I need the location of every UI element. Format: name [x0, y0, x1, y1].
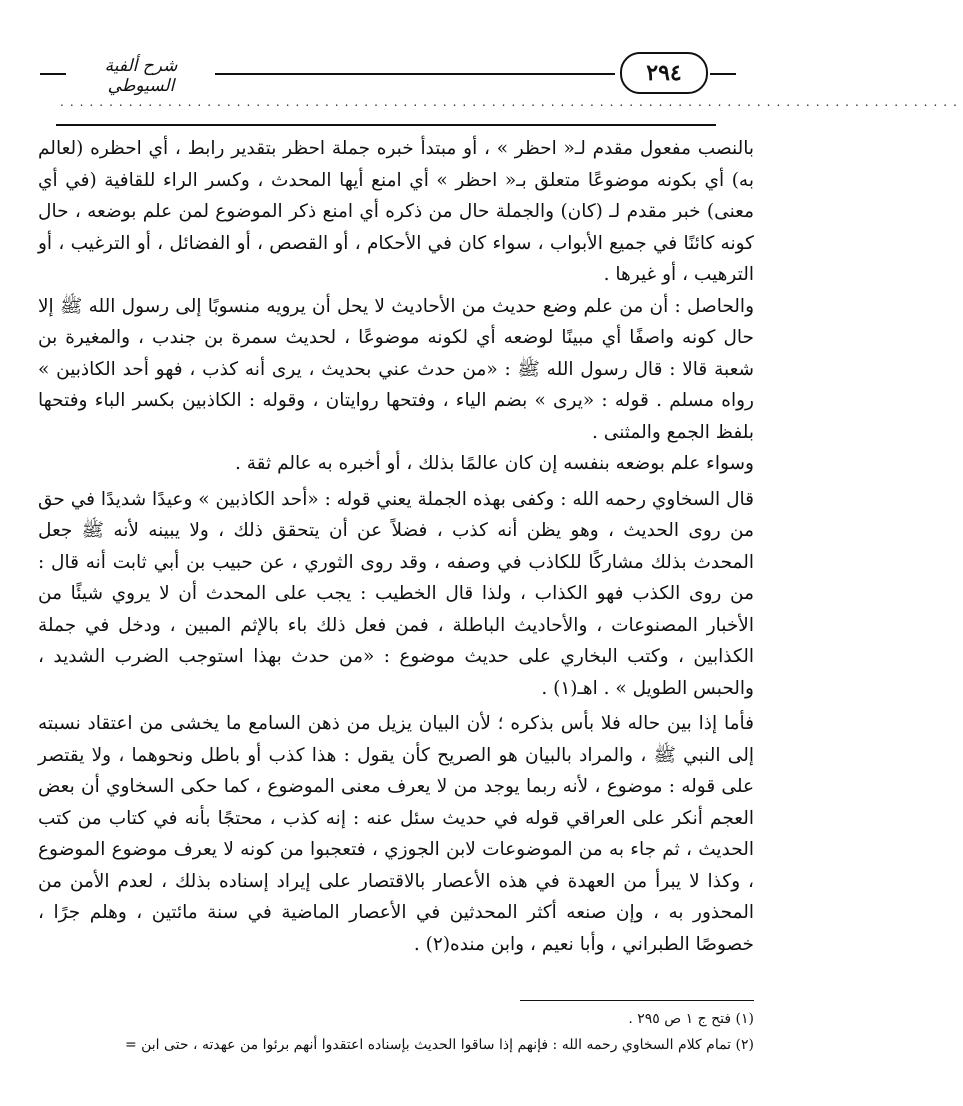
- dotted-separator: ............................................................................................: [60, 95, 963, 109]
- paragraph: فأما إذا بين حاله فلا بأس بذكره ؛ لأن البيان يزيل من ذهن السامع ما يخشى من اعتقاد نسبته إلى النبي ﷺ ، والمراد بالبيان هو الصريح كأن يقول : هذا كذب أو باطل ونحوهما ، ولا يقتصر على قوله : موضوع ، لأنه ربما يوجد من لا يعرف معنى الموضوع ، كما حكى السخاوي أن بعض العجم أنكر على العراقي قوله في حديث سئل عنه : إنه كذب ، محتجًا بأنه في كتاب من كتب الحديث ، ثم جاء به من الموضوعات لابن الجوزي ، فتعجبوا من كونه لا يعرف موضوع الموضوع ، وكذا لا يبرأ من العهدة في هذه الأعصار بالاقتصار على إيراد إسناده بذلك ، لعدم الأمن من المحذور به ، وإن صنعه أكثر المحدثين في الأعصار الماضية في سنة مائتين ، وهلم جرًا ، خصوصًا الطبراني ، وأبا نعيم ، وابن منده(٢) .: [38, 713, 754, 955]
- paragraph: والحاصل : أن من علم وضع حديث من الأحاديث لا يحل أن يرويه منسوبًا إلى رسول الله ﷺ إلا حال كونه واصفًا أي مبينًا لوضعه أي لكونه موضوعًا ، لحديث سمرة بن جندب ، والمغيرة بن شعبة قالا : قال رسول الله ﷺ : «من حدث عني بحديث ، يرى أنه كذب ، فهو أحد الكاذبين » رواه مسلم . قوله : «يرى » بضم الياء ، وفتحها روايتان ، وقوله : الكاذبين بكسر الباء وفتحها بلفظ الجمع والمثنى .: [38, 295, 754, 443]
- main-text: [38, 133, 754, 960]
- page-header: [40, 52, 736, 96]
- footnote: (٢) تمام كلام السخاوي رحمه الله : فإنهم إذا ساقوا الحديث بإسناده اعتقدوا أنهم برئوا من عهدته ، حتى ابن =: [124, 1037, 754, 1053]
- header-rule-middle: [215, 73, 615, 75]
- footnote-rule: [520, 1000, 754, 1001]
- header-rule-right: [710, 73, 736, 75]
- running-title: شرح ألفية السيوطي: [104, 56, 178, 96]
- footnotes: [38, 1006, 754, 1058]
- paragraph: بالنصب مفعول مقدم لـ« احظر » ، أو مبتدأ خبره جملة احظر بتقدير رابط ، أي احظره (لعالم به) أي بكونه موضوعًا متعلق بـ« احظر » أي امنع أيها المحدث ، وكسر الراء للقافية (في أي معنى) خبر مقدم لـ (كان) والجملة حال من ذكره أي امنع ذكر الموضوع لمن علم بوضعه ، حال كونه كائنًا في جميع الأبواب ، سواء كان في الأحكام ، أو القصص ، أو الفضائل ، أو الترغيب ، أو الترهيب ، أو غيرها .: [38, 138, 754, 285]
- text-top-rule: [56, 124, 716, 126]
- page-number: ٢٩٤: [620, 52, 708, 94]
- paragraph: قال السخاوي رحمه الله : وكفى بهذه الجملة يعني قوله : «أحد الكاذبين » وعيدًا شديدًا في حق من روى الحديث ، وهو يظن أنه كذب ، فضلاً عن أن يتحقق ذلك ، ولا يبينه لأنه ﷺ جعل المحدث بذلك مشاركًا للكاذب في وصفه ، وقد روى الثوري ، عن حبيب بن أبي ثابت أنه قال : من روى الكذب فهو الكذاب ، ولذا قال الخطيب : يجب على المحدث أن لا يروي شيئًا من الأخبار المصنوعات ، والأحاديث الباطلة ، فمن فعل ذلك باء بالإثم المبين ، ودخل في جملة الكذابين ، وكتب البخاري على حديث موضوع : «من حدث بهذا استوجب الضرب الشديد ، والحبس الطويل » . اهـ(١) .: [38, 488, 754, 699]
- header-rule-left: [40, 73, 66, 75]
- footnote: (١) فتح ج ١ ص ٢٩٥ .: [628, 1011, 754, 1027]
- paragraph: وسواء علم بوضعه بنفسه إن كان عالمًا بذلك ، أو أخبره به عالم ثقة .: [235, 453, 754, 474]
